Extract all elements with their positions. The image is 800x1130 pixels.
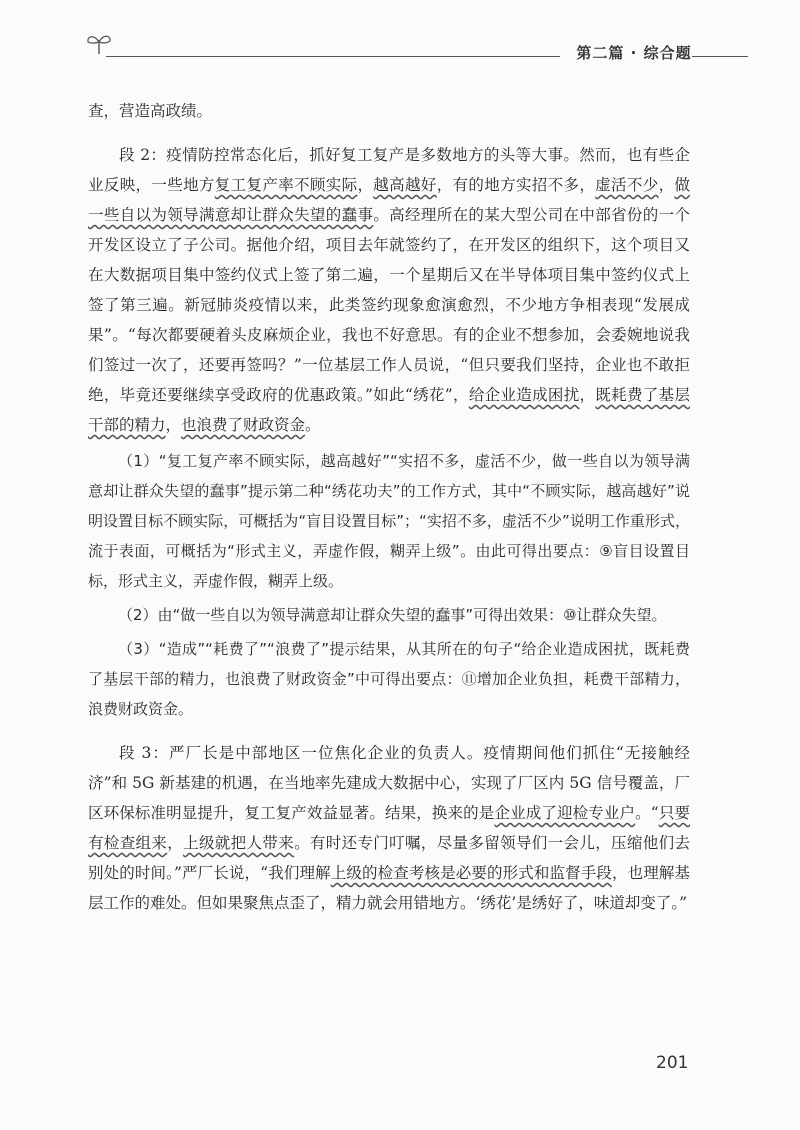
underlined-phrase: 也浪费了财政资金 bbox=[181, 416, 306, 434]
underlined-phrase: 做一些自以为领导满意却让群众失望的蠢事 bbox=[88, 176, 690, 224]
page-number: 201 bbox=[656, 1053, 689, 1073]
source-paragraph-2: 段 2：疫情防控常态化后，抓好复工复产是多数地方的头等大事。然而，也有些企业反映，一些地方复工复产率不顾实际，越高越好，有的地方实招不多，虚活不少，做一些自以为领导满意却让群众失望的蠢事。高经理所在的某大型公司在中部省份的一个开发区设立了子公司。据他介绍，项目去年就签约了，在开发区的组织下，这个项目又在大数据项目集中签约仪式上签了第二遍，一个星期后又在半导体项目集中签约仪式上签了第三遍。新冠肺炎疫情以来，此类签约现象愈演愈烈，不少地方争相表现“发展成果”。“每次都要硬着头皮麻烦企业，我也不好意思。有的企业不想参加，会委婉地说我们签过一次了，还要再签吗？”一位基层工作人员说，“但只要我们坚持，企业也不敢拒绝，毕竟还要继续享受政府的优惠政策。”如此“绣花”，给企业造成困扰，既耗费了基层干部的精力，也浪费了财政资金。 bbox=[88, 146, 690, 434]
sprout-icon bbox=[84, 30, 114, 56]
source-paragraph-3: 段 3：严厂长是中部地区一位焦化企业的负责人。疫情期间他们抓住“无接触经济”和 5G 新基建的机遇，在当地率先建成大数据中心，实现了厂区内 5G 信号覆盖，厂区环保标准明显提升，复工复产效益显著。结果，换来的是企业成了迎检专业户。“只要有检查组来，上级就把人带来。有时还专门叮嘱，尽量多留领导们一会儿，压缩他们去别处的时间。”严厂长说，“我们理解上级的检查考核是必要的形式和监督手段，也理解基层工作的难处。但如果聚焦点歪了，精力就会用错地方。‘绣花’是绣好了，味道却变了。” bbox=[88, 744, 690, 912]
analysis-item-3: （3）“造成”“耗费了”“浪费了”提示结果，从其所在的句子“给企业造成困扰，既耗费了基层干部的精力，也浪费了财政资金”中可得出要点：⑪增加企业负担，耗费干部精力，浪费财政资金。 bbox=[88, 640, 690, 718]
underlined-phrase: 复工复产率不顾实际 bbox=[214, 176, 358, 194]
page-header bbox=[0, 0, 800, 80]
underlined-phrase: 上级就把人带来 bbox=[183, 834, 295, 852]
underlined-phrase: 给企业造成困扰 bbox=[468, 386, 580, 404]
section-title: 第二篇 · 综合题 bbox=[560, 42, 708, 63]
header-rule-right bbox=[692, 56, 748, 57]
analysis-item-2: （2）由“做一些自以为领导满意却让群众失望的蠢事”可得出效果：⑩让群众失望。 bbox=[118, 606, 667, 624]
underlined-phrase: 越高越好 bbox=[373, 176, 437, 194]
page-body bbox=[88, 96, 690, 918]
continued-paragraph: 查，营造高政绩。 bbox=[88, 102, 213, 120]
underlined-phrase: 上级的检查考核是必要的形式和监督手段 bbox=[330, 864, 612, 882]
underlined-phrase: 虚活不少 bbox=[595, 176, 659, 194]
underlined-phrase: 既耗费了基层干部的精力 bbox=[88, 386, 690, 434]
analysis-item-1: （1）“复工复产率不顾实际，越高越好”“实招不多，虚活不少，做一些自以为领导满意却让群众失望的蠢事”提示第二种“绣花功夫”的工作方式，其中“不顾实际，越高越好”说明设置目标不顾实际，可概括为“盲目设置目标”；“实招不多，虚活不少”说明工作重形式，流于表面，可概括为“形式主义，弄虚作假，糊弄上级”。由此可得出要点：⑨盲目设置目标，形式主义，弄虚作假，糊弄上级。 bbox=[88, 452, 690, 590]
underlined-phrase: 只要有检查组来 bbox=[88, 804, 690, 852]
header-rule-left bbox=[106, 56, 578, 57]
underlined-phrase: 企业成了迎检专业户 bbox=[494, 804, 636, 822]
